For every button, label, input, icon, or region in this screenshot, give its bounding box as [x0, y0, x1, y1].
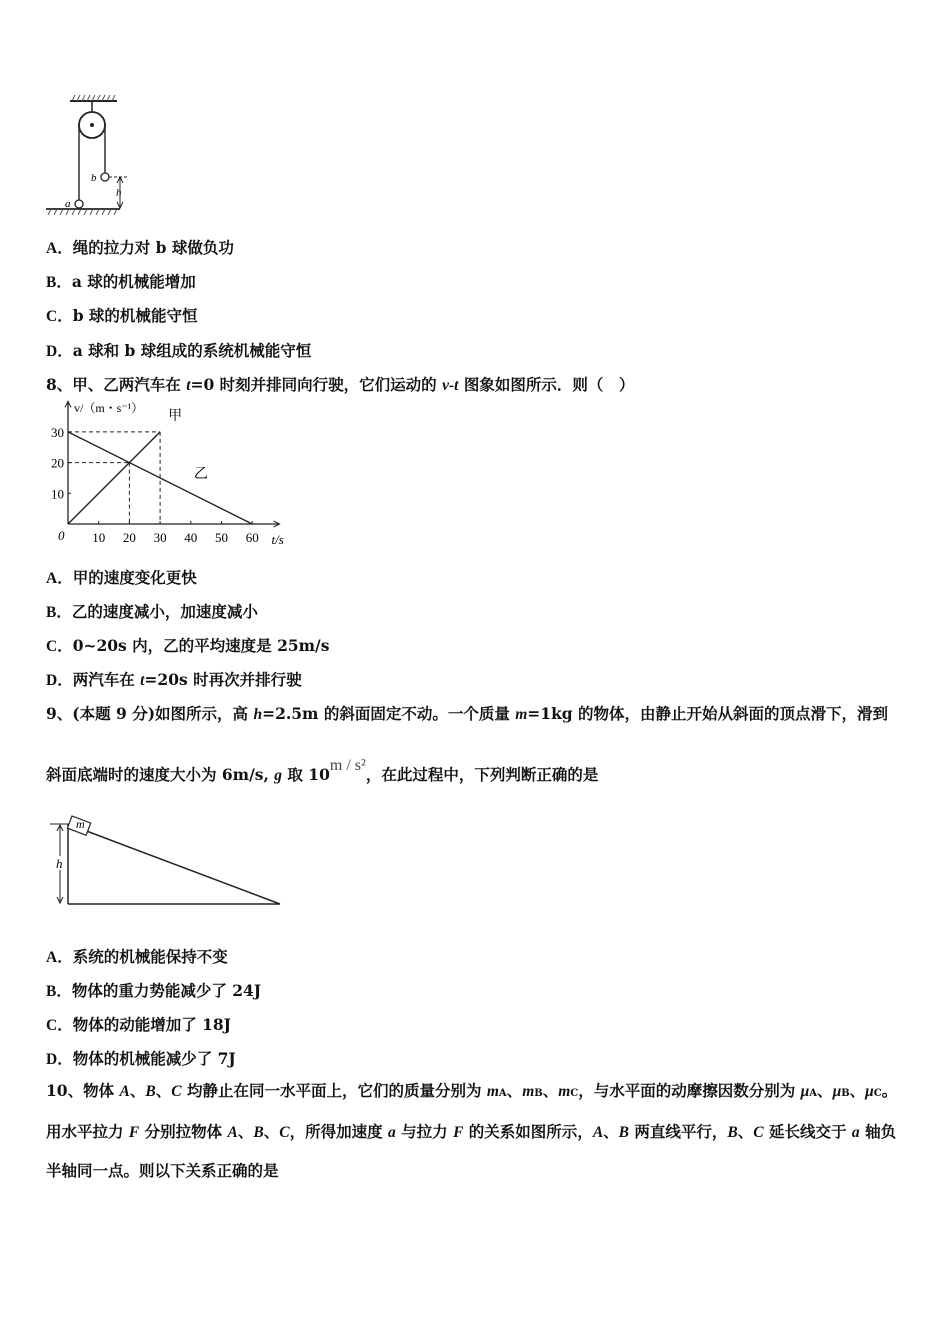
- series-label-yi: 乙: [193, 466, 208, 482]
- x-tick-label: 40: [184, 530, 198, 545]
- origin-label: 0: [58, 528, 65, 543]
- pulley-figure: [40, 94, 140, 218]
- x-axis-label: t/s: [271, 532, 284, 547]
- q9-stem-line1: 9、(本题 9 分)如图所示，高 h=2.5m 的斜面固定不动。一个质量 m=1kg 的物体，由静止开始从斜面的顶点滑下，滑到: [46, 704, 889, 723]
- q7-option-b[interactable]: [46, 270, 196, 292]
- x-tick-label: 10: [92, 530, 106, 545]
- y-tick-label: 20: [51, 455, 64, 471]
- label-b: b: [91, 172, 97, 184]
- q7-option-d[interactable]: [46, 339, 311, 361]
- option-letter: C．: [46, 308, 73, 325]
- q7-option-a[interactable]: [46, 236, 234, 258]
- vt-chart: [40, 398, 300, 556]
- q8-stem: 8、甲、乙两汽车在 t=0 时刻并排同向行驶，它们运动的 v-t 图象如图所示．则（ ）: [46, 375, 635, 394]
- q7-option-c[interactable]: [46, 304, 197, 326]
- q9-option-a[interactable]: A．系统的机械能保持不变: [46, 947, 228, 966]
- y-tick-label: 10: [51, 486, 64, 502]
- option-text: 绳的拉力对 b 球做负功: [72, 238, 234, 257]
- q9-stem-line2: 斜面底端时的速度大小为 6m/s, g 取 10m / s²，在此过程中，下列判断正确的是: [46, 757, 599, 784]
- label-a: a: [65, 198, 71, 210]
- label-h: h: [116, 187, 122, 199]
- q8-option-b[interactable]: B．乙的速度减小，加速度减小: [46, 602, 258, 621]
- x-tick-label: 60: [245, 530, 259, 545]
- option-text: a 球的机械能增加: [71, 272, 196, 291]
- y-axis-label: v/（m・s⁻¹）: [74, 401, 144, 415]
- option-letter: B．: [46, 274, 72, 291]
- x-tick-label: 50: [215, 530, 228, 545]
- q10-stem: 10、物体 A、B、C 均静止在同一水平面上，它们的质量分别为 mA、mB、mC，与水平面的动摩擦因数分别为 μA、μB、μC。用水平拉力 F 分别拉物体 A、B、C，所得加速度 a 与拉力 F 的关系如图所示，A、B 两直线平行，B、C 延长线交于 a 轴负半轴同一点。则以下关系正确的是: [46, 1081, 898, 1180]
- x-tick-label: 20: [122, 530, 136, 545]
- option-text: b 球的机械能守恒: [72, 306, 198, 325]
- option-text: a 球和 b 球组成的系统机械能守恒: [72, 341, 312, 360]
- option-letter: A．: [46, 240, 73, 257]
- q9-option-d[interactable]: D．物体的机械能减少了 7J: [46, 1049, 236, 1068]
- series-label-jia: 甲: [168, 408, 183, 424]
- incline-figure: [44, 812, 288, 910]
- series-line-jia: [68, 432, 160, 524]
- option-letter: D．: [46, 343, 73, 360]
- q8-option-c[interactable]: C．0~20s 内，乙的平均速度是 25m/s: [46, 636, 330, 655]
- q9-option-c[interactable]: C．物体的动能增加了 18J: [46, 1015, 232, 1034]
- y-tick-label: 30: [51, 424, 64, 440]
- x-tick-label: 30: [153, 530, 167, 545]
- unit-ms2: m / s²: [329, 757, 366, 774]
- label-h: h: [56, 856, 63, 871]
- q9-option-b[interactable]: B．物体的重力势能减少了 24J: [46, 981, 262, 1000]
- label-m: m: [76, 817, 85, 831]
- q8-option-d[interactable]: D．两汽车在 t=20s 时再次并排行驶: [46, 670, 302, 689]
- q8-option-a[interactable]: A．甲的速度变化更快: [46, 568, 197, 587]
